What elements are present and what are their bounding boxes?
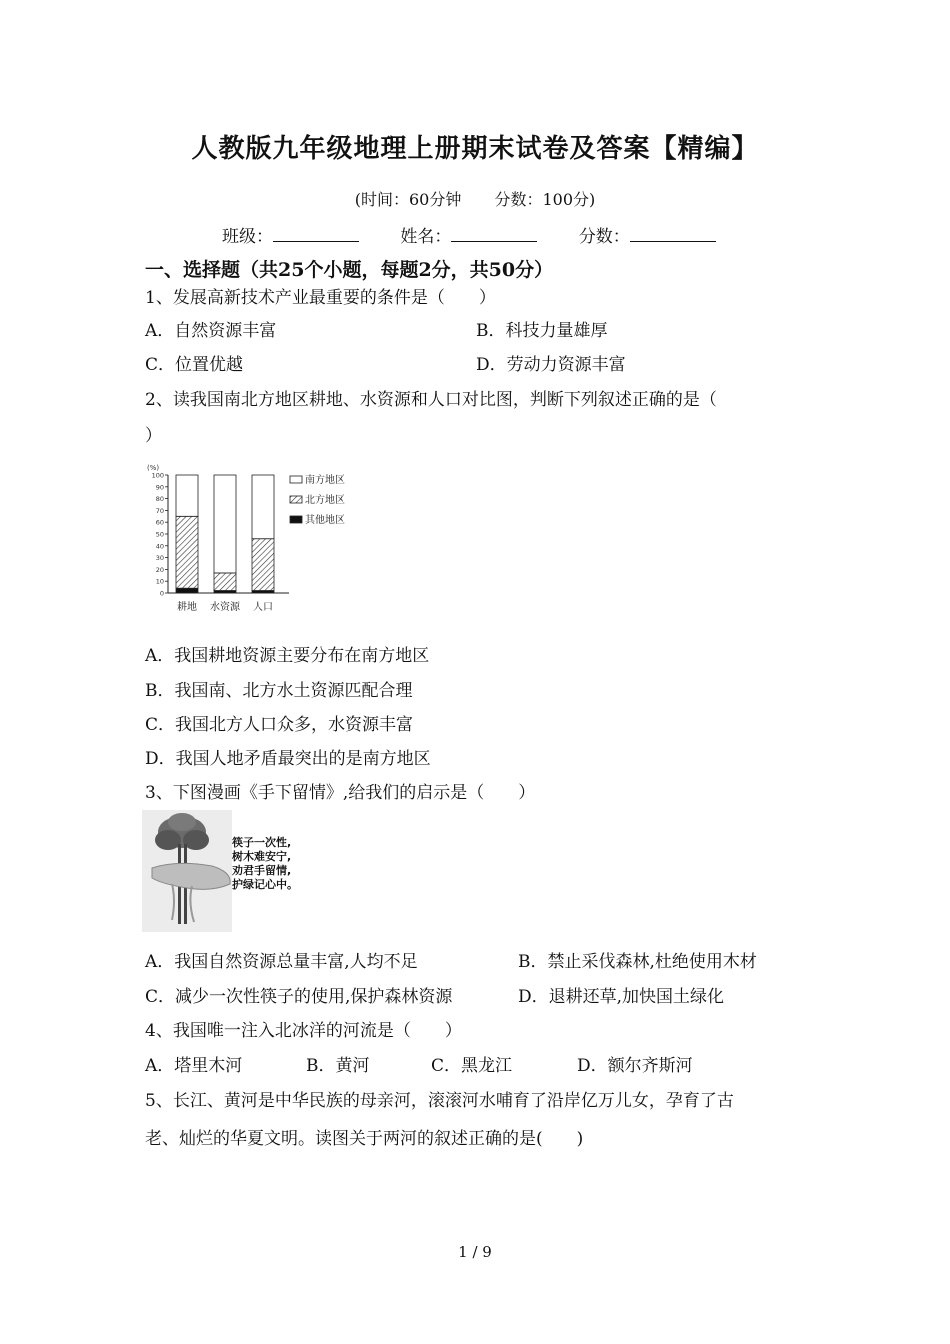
page-number: 1 / 9 bbox=[458, 1243, 492, 1261]
cartoon-text-4: 护绿记心中。 bbox=[232, 878, 298, 891]
q2-option-d[interactable]: D．我国人地矛盾最突出的是南方地区 bbox=[145, 749, 431, 769]
bar-2-南方地区 bbox=[252, 475, 274, 539]
q4-option-c[interactable]: C．黑龙江 bbox=[431, 1056, 513, 1076]
q2-stem-line2: ） bbox=[145, 426, 162, 446]
y-unit-label: (%) bbox=[147, 464, 160, 472]
legend-swatch bbox=[290, 496, 302, 503]
q5-stem-line2: 老、灿烂的华夏文明。读图关于两河的叙述正确的是( ) bbox=[145, 1129, 584, 1149]
cartoon-text-3: 劝君手留情, bbox=[232, 864, 292, 877]
q1-option-c[interactable]: C．位置优越 bbox=[145, 355, 244, 375]
y-tick-label: 40 bbox=[155, 542, 164, 551]
q3-stem: 3、下图漫画《手下留情》,给我们的启示是（ ） bbox=[145, 783, 536, 803]
class-field bbox=[222, 222, 359, 247]
q4-option-d[interactable]: D．额尔齐斯河 bbox=[577, 1056, 693, 1076]
q1-option-a[interactable]: A．自然资源丰富 bbox=[145, 321, 277, 341]
bar-1-南方地区 bbox=[214, 475, 236, 573]
score-label: 分数： bbox=[578, 227, 630, 247]
q4-option-b[interactable]: B．黄河 bbox=[306, 1056, 370, 1076]
x-tick-label: 耕地 bbox=[177, 602, 197, 613]
x-tick-label: 水资源 bbox=[210, 602, 240, 613]
q2-option-b[interactable]: B．我国南、北方水土资源匹配合理 bbox=[145, 681, 413, 701]
q2-stem-line1: 2、读我国南北方地区耕地、水资源和人口对比图，判断下列叙述正确的是（ bbox=[145, 390, 717, 410]
y-tick-label: 80 bbox=[155, 495, 164, 504]
bar-0-北方地区 bbox=[176, 516, 198, 588]
name-field bbox=[400, 222, 537, 247]
q3-option-c[interactable]: C．减少一次性筷子的使用,保护森林资源 bbox=[145, 987, 453, 1007]
y-tick-label: 0 bbox=[159, 589, 164, 598]
legend-label: 南方地区 bbox=[305, 475, 345, 486]
bar-0-其他地区 bbox=[176, 588, 198, 593]
q4-stem: 4、我国唯一注入北冰洋的河流是（ ） bbox=[145, 1021, 462, 1041]
q1-option-b[interactable]: B．科技力量雄厚 bbox=[476, 321, 608, 341]
q3-option-a[interactable]: A．我国自然资源总量丰富,人均不足 bbox=[145, 952, 418, 972]
cartoon-text-1: 筷子一次性, bbox=[232, 836, 292, 849]
q1-option-d[interactable]: D．劳动力资源丰富 bbox=[476, 355, 626, 375]
legend-swatch bbox=[290, 516, 302, 523]
class-label: 班级： bbox=[222, 227, 273, 247]
section-heading: 一、选择题（共25个小题，每题2分，共50分） bbox=[145, 259, 554, 281]
bar-0-南方地区 bbox=[176, 475, 198, 516]
name-blank[interactable] bbox=[451, 225, 537, 242]
cartoon-text-2: 树木难安宁, bbox=[232, 850, 292, 863]
bar-2-北方地区 bbox=[252, 539, 274, 591]
legend-label: 北方地区 bbox=[305, 495, 345, 506]
x-tick-label: 人口 bbox=[253, 602, 273, 613]
q5-stem-line1: 5、长江、黄河是中华民族的母亲河，滚滚河水哺育了沿岸亿万儿女，孕育了古 bbox=[145, 1091, 734, 1111]
legend-label: 其他地区 bbox=[305, 515, 345, 526]
student-info-row bbox=[222, 222, 752, 247]
cartoon-image bbox=[142, 810, 302, 932]
exam-meta bbox=[0, 187, 950, 210]
y-axis bbox=[152, 472, 168, 598]
q4-option-a[interactable]: A．塔里木河 bbox=[145, 1056, 243, 1076]
y-tick-label: 50 bbox=[155, 530, 164, 539]
resource-comparison-chart bbox=[144, 462, 364, 617]
q3-option-b[interactable]: B．禁止采伐森林,杜绝使用木材 bbox=[518, 952, 757, 972]
y-tick-label: 30 bbox=[155, 554, 164, 563]
class-blank[interactable] bbox=[273, 225, 359, 242]
y-tick-label: 20 bbox=[155, 565, 164, 574]
y-tick-label: 90 bbox=[155, 483, 164, 492]
q2-option-a[interactable]: A．我国耕地资源主要分布在南方地区 bbox=[145, 646, 430, 666]
y-tick-label: 10 bbox=[155, 577, 164, 586]
legend-swatch bbox=[290, 476, 302, 483]
score-blank[interactable] bbox=[630, 225, 716, 242]
score-info: 分数：100分) bbox=[494, 190, 596, 209]
name-label: 姓名： bbox=[400, 227, 452, 247]
y-tick-label: 70 bbox=[155, 506, 164, 515]
y-tick-label: 60 bbox=[155, 518, 164, 527]
time-info: (时间：60分钟 bbox=[354, 190, 462, 209]
q3-option-d[interactable]: D．退耕还草,加快国土绿化 bbox=[518, 987, 725, 1007]
q2-option-c[interactable]: C．我国北方人口众多，水资源丰富 bbox=[145, 715, 414, 735]
score-field bbox=[579, 222, 716, 247]
chart-legend bbox=[290, 473, 345, 526]
bar-1-北方地区 bbox=[214, 573, 236, 591]
y-tick-label: 100 bbox=[151, 471, 164, 480]
q1-stem: 1、发展高新技术产业最重要的条件是（ ） bbox=[145, 288, 496, 308]
page-title: 人教版九年级地理上册期末试卷及答案【精编】 bbox=[191, 134, 759, 164]
